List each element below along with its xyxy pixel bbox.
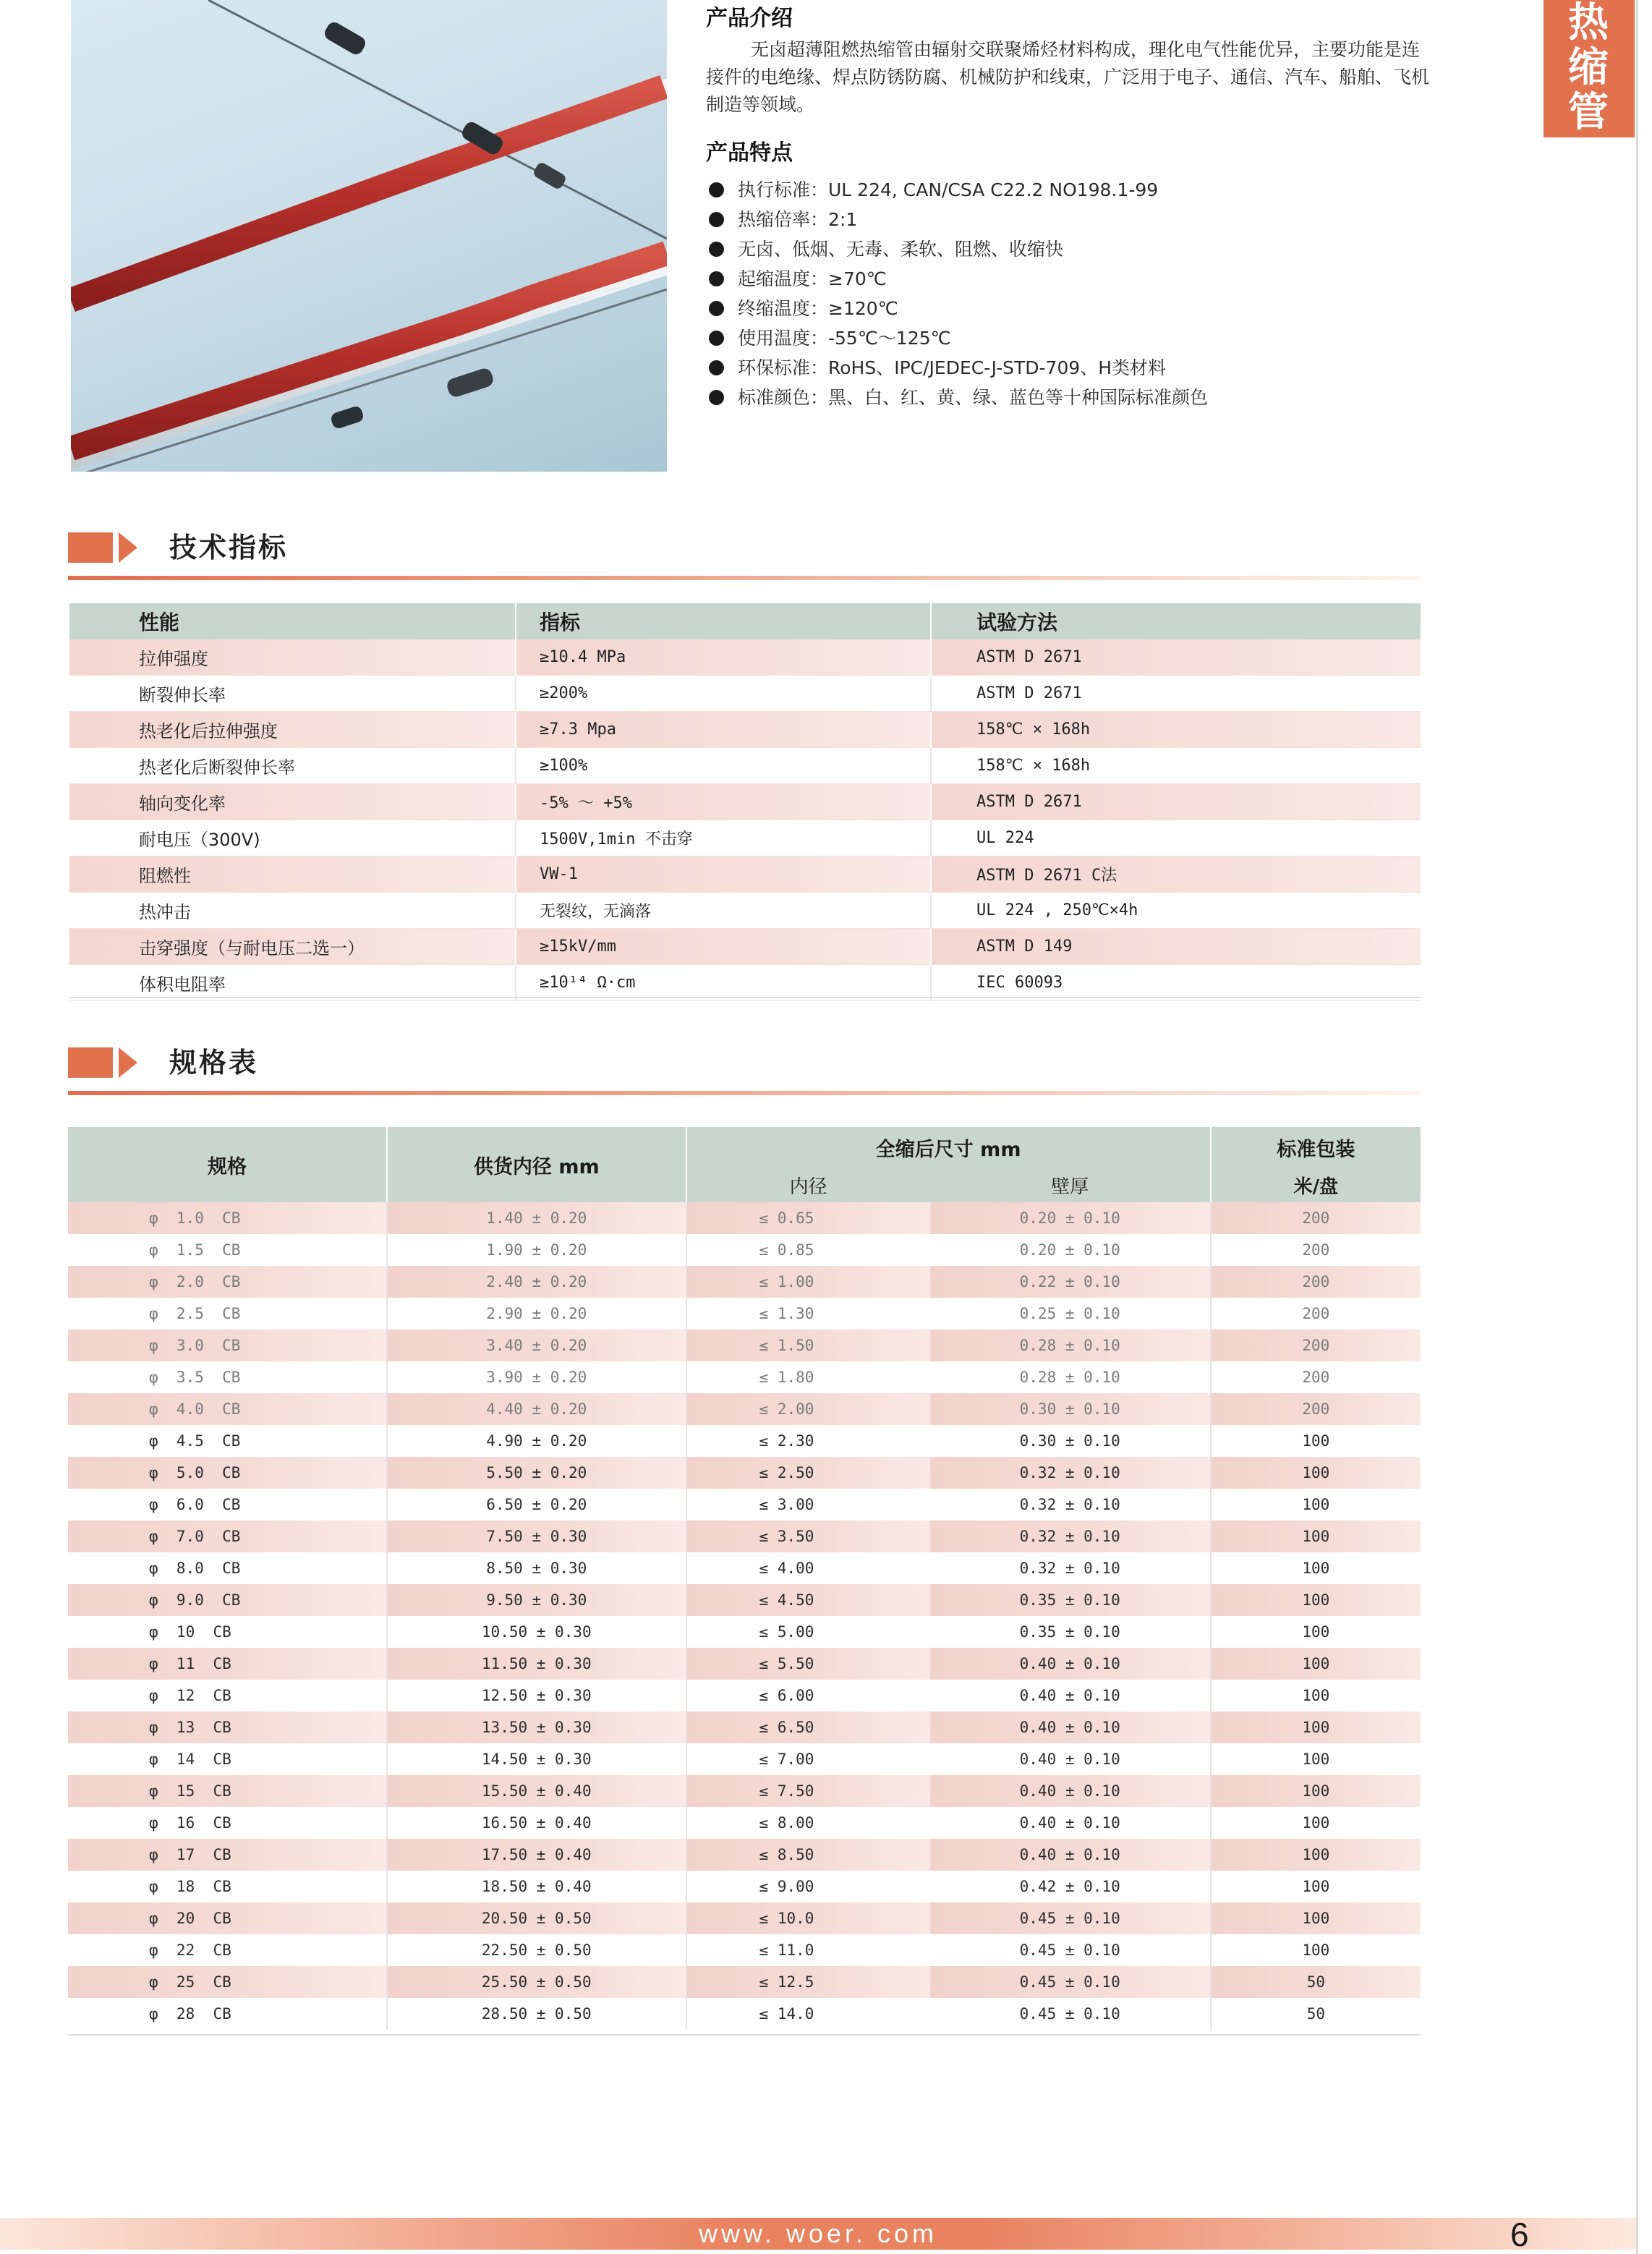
features-list [706,175,1436,412]
table-cell: ≤ 8.00 [686,1807,930,1839]
table-row [68,1807,1421,1839]
table-cell: 0.45 ± 0.10 [930,1998,1211,2030]
table-cell: ASTM D 2671 [931,784,1421,820]
size-spec-table [68,1127,1421,2030]
table-cell: φ 13 CB [68,1711,387,1743]
table-cell: φ 4.5 CB [68,1425,387,1457]
table-cell: 0.32 ± 0.10 [930,1457,1211,1489]
table-row [68,1298,1421,1330]
table-cell: ≤ 1.00 [686,1266,930,1298]
intro-text: 无卤超薄阻燃热缩管由辐射交联聚烯烃材料构成，理化电气性能优异，主要功能是连接件的电绝缘、焊点防锈防腐、机械防护和线束，广泛用于电子、通信、汽车、船舶、飞机制造等领域。 [706,39,1430,115]
table-cell: 断裂伸长率 [69,676,516,712]
table-cell: ≤ 0.65 [686,1202,930,1234]
table-cell: 拉伸强度 [69,639,516,676]
feature-item: 标准颜色：黑、白、红、黄、绿、蓝色等十种国际标准颜色 [706,383,1436,412]
table-row [69,856,1421,893]
table-row [68,1584,1421,1616]
table-cell: 1500V,1min 不击穿 [516,820,931,856]
table-row [68,1680,1421,1711]
table-cell: 100 [1211,1839,1421,1871]
category-tab-char: 管 [1568,88,1610,136]
table-cell: 0.32 ± 0.10 [930,1489,1211,1521]
table-cell: φ 20 CB [68,1902,387,1934]
bullet-icon [709,331,724,346]
table-row [68,1839,1421,1871]
table-cell: ≤ 0.85 [686,1234,930,1266]
table-cell: 100 [1211,1871,1421,1902]
table-cell: 0.40 ± 0.10 [930,1743,1211,1775]
column-header: 标准包装 [1211,1127,1421,1168]
spec-section-title: 规格表 [169,1047,259,1079]
table-cell: φ 12 CB [68,1680,387,1711]
tech-spec-table [69,603,1421,1001]
table-row [68,1711,1421,1743]
table-row [69,748,1421,784]
table-cell: 100 [1211,1584,1421,1616]
table-cell: 0.42 ± 0.10 [930,1871,1211,1902]
table-cell: ≤ 9.00 [686,1871,930,1902]
table-cell: -5% ～ +5% [516,784,931,820]
table-cell: 100 [1211,1934,1421,1966]
table-cell: 0.20 ± 0.10 [930,1234,1211,1266]
table-cell: ≤ 3.50 [686,1521,930,1552]
table-row [68,1966,1421,1998]
table-cell: 16.50 ± 0.40 [387,1807,686,1839]
table-cell: φ 3.0 CB [68,1330,387,1361]
table-cell: 0.40 ± 0.10 [930,1807,1211,1839]
column-header: 试验方法 [931,603,1421,639]
table-cell: 5.50 ± 0.20 [387,1457,686,1489]
table-cell: 阻燃性 [69,856,516,893]
table-cell: UL 224 , 250℃×4h [931,893,1421,929]
table-cell: ≤ 4.00 [686,1552,930,1584]
table-cell: 200 [1211,1361,1421,1393]
table-cell: φ 3.5 CB [68,1361,387,1393]
table-cell: 0.22 ± 0.10 [930,1266,1211,1298]
table-cell: φ 9.0 CB [68,1584,387,1616]
table-cell: ASTM D 2671 [931,676,1421,712]
table-cell: 无裂纹，无滴落 [516,893,931,929]
table-cell: 15.50 ± 0.40 [387,1775,686,1807]
table-row [69,676,1421,712]
table-cell: ASTM D 2671 [931,639,1421,676]
column-header: 内径 [686,1168,930,1202]
table-cell: ≤ 6.50 [686,1711,930,1743]
tech-section-title: 技术指标 [169,532,289,564]
table-row [68,1330,1421,1361]
page-edge [1636,0,1638,2254]
table-cell: 0.35 ± 0.10 [930,1584,1211,1616]
table-cell: ASTM D 2671 C法 [931,856,1421,893]
table-cell: 100 [1211,1425,1421,1457]
table-cell: 体积电阻率 [69,965,516,1001]
table-cell: 100 [1211,1489,1421,1521]
bullet-icon [709,360,724,375]
table-cell: 6.50 ± 0.20 [387,1489,686,1521]
table-row [68,1775,1421,1807]
table-row [68,1998,1421,2030]
table-cell: 200 [1211,1330,1421,1361]
table-cell: 100 [1211,1552,1421,1584]
table-cell: φ 22 CB [68,1934,387,1966]
table-header-row [69,603,1421,639]
table-cell: 50 [1211,1998,1421,2030]
table-cell: 0.45 ± 0.10 [930,1934,1211,1966]
table-cell: ≥100% [516,748,931,784]
table-cell: 18.50 ± 0.40 [387,1871,686,1902]
table-cell: 0.20 ± 0.10 [930,1202,1211,1234]
table-cell: φ 17 CB [68,1839,387,1871]
features-title: 产品特点 [706,140,793,166]
feature-item: 环保标准：RoHS、IPC/JEDEC-J-STD-709、H类材料 [706,353,1436,383]
table-cell: 0.25 ± 0.10 [930,1298,1211,1330]
table-cell: 0.35 ± 0.10 [930,1616,1211,1648]
table-cell: φ 10 CB [68,1616,387,1648]
table-header-row [68,1127,1421,1168]
table-cell: ≤ 6.00 [686,1680,930,1711]
table-row [69,820,1421,856]
table-cell: φ 2.0 CB [68,1266,387,1298]
bullet-icon [709,390,724,405]
column-header: 指标 [516,603,931,639]
table-cell: 1.40 ± 0.20 [387,1202,686,1234]
table-row [69,893,1421,929]
table-cell: φ 25 CB [68,1966,387,1998]
table-row [68,1393,1421,1425]
table-cell: 100 [1211,1775,1421,1807]
page-number: 6 [1510,2216,1529,2253]
table-cell: 击穿强度（与耐电压二选一） [69,929,516,965]
table-cell: 0.30 ± 0.10 [930,1393,1211,1425]
table-cell: ≤ 14.0 [686,1998,930,2030]
category-tab-char: 缩 [1568,43,1610,91]
table-cell: ≤ 3.00 [686,1489,930,1521]
table-cell: 100 [1211,1807,1421,1839]
table-cell: 200 [1211,1393,1421,1425]
table-cell: ASTM D 149 [931,929,1421,965]
heat-shrink-tubes-illustration [71,0,667,472]
table-row [68,1552,1421,1584]
table-cell: 3.40 ± 0.20 [387,1330,686,1361]
spec-table-body [68,1202,1421,2030]
product-photo [71,0,667,472]
column-header: 供货内径 mm [387,1127,686,1202]
table-cell: VW-1 [516,856,931,893]
table-row [69,784,1421,820]
table-bottom-rule [69,997,1421,998]
column-header: 规格 [68,1127,387,1202]
table-cell: ≤ 11.0 [686,1934,930,1966]
table-cell: 热冲击 [69,893,516,929]
table-cell: 0.40 ± 0.10 [930,1775,1211,1807]
column-header: 壁厚 [930,1168,1211,1202]
table-cell: 0.40 ± 0.10 [930,1648,1211,1680]
section-rule [68,1091,1421,1095]
table-cell: 9.50 ± 0.30 [387,1584,686,1616]
table-row [68,1648,1421,1680]
table-cell: φ 8.0 CB [68,1552,387,1584]
table-cell: 100 [1211,1457,1421,1489]
table-cell: ≤ 1.80 [686,1361,930,1393]
table-cell: φ 14 CB [68,1743,387,1775]
table-cell: 0.45 ± 0.10 [930,1966,1211,1998]
table-row [68,1489,1421,1521]
table-cell: 158℃ × 168h [931,712,1421,748]
table-cell: φ 1.5 CB [68,1234,387,1266]
table-cell: 12.50 ± 0.30 [387,1680,686,1711]
table-cell: ≤ 8.50 [686,1839,930,1871]
table-cell: 7.50 ± 0.30 [387,1521,686,1552]
table-cell: ≥10¹⁴ Ω·cm [516,965,931,1001]
table-row [68,1425,1421,1457]
table-cell: φ 28 CB [68,1998,387,2030]
table-cell: ≤ 1.50 [686,1330,930,1361]
feature-item: 执行标准：UL 224, CAN/CSA C22.2 NO198.1-99 [706,175,1436,205]
table-cell: 0.28 ± 0.10 [930,1330,1211,1361]
table-row [69,965,1421,1001]
section-arrow-icon [68,530,137,566]
feature-item: 无卤、低烟、无毒、柔软、阻燃、收缩快 [706,234,1436,264]
table-cell: 2.40 ± 0.20 [387,1266,686,1298]
table-cell: 25.50 ± 0.50 [387,1966,686,1998]
table-cell: 200 [1211,1202,1421,1234]
table-cell: ≤ 2.00 [686,1393,930,1425]
table-cell: 0.32 ± 0.10 [930,1521,1211,1552]
table-cell: ≤ 5.00 [686,1616,930,1648]
table-cell: 0.40 ± 0.10 [930,1839,1211,1871]
table-row [68,1457,1421,1489]
table-cell: 22.50 ± 0.50 [387,1934,686,1966]
table-cell: 0.40 ± 0.10 [930,1711,1211,1743]
category-tab-char: 热 [1568,0,1610,46]
table-cell: 50 [1211,1966,1421,1998]
table-cell: 100 [1211,1680,1421,1711]
table-cell: 13.50 ± 0.30 [387,1711,686,1743]
table-cell: 158℃ × 168h [931,748,1421,784]
table-cell: ≤ 2.50 [686,1457,930,1489]
table-cell: 4.40 ± 0.20 [387,1393,686,1425]
table-cell: ≤ 1.30 [686,1298,930,1330]
column-header: 全缩后尺寸 mm [686,1127,1211,1168]
table-cell: φ 1.0 CB [68,1202,387,1234]
table-cell: ≥200% [516,676,931,712]
column-header: 米/盘 [1211,1168,1421,1202]
table-cell: 10.50 ± 0.30 [387,1616,686,1648]
table-cell: ≤ 7.50 [686,1775,930,1807]
table-cell: ≥15kV/mm [516,929,931,965]
table-cell: 100 [1211,1648,1421,1680]
table-cell: 100 [1211,1743,1421,1775]
category-tab [1544,0,1635,137]
table-cell: ≥7.3 Mpa [516,712,931,748]
table-cell: 轴向变化率 [69,784,516,820]
table-cell: 4.90 ± 0.20 [387,1425,686,1457]
table-row [68,1743,1421,1775]
bullet-icon [709,212,724,227]
table-cell: 0.45 ± 0.10 [930,1902,1211,1934]
table-cell: 0.40 ± 0.10 [930,1680,1211,1711]
table-cell: 200 [1211,1266,1421,1298]
table-cell: 11.50 ± 0.30 [387,1648,686,1680]
table-cell: 1.90 ± 0.20 [387,1234,686,1266]
table-row [69,639,1421,676]
table-cell: ≤ 5.50 [686,1648,930,1680]
table-cell: φ 15 CB [68,1775,387,1807]
table-cell: ≤ 4.50 [686,1584,930,1616]
table-cell: ≤ 2.30 [686,1425,930,1457]
table-cell: φ 6.0 CB [68,1489,387,1521]
table-cell: 200 [1211,1234,1421,1266]
table-cell: ≥10.4 MPa [516,639,931,676]
table-row [69,712,1421,748]
table-cell: φ 7.0 CB [68,1521,387,1552]
table-cell: 2.90 ± 0.20 [387,1298,686,1330]
table-cell: 28.50 ± 0.50 [387,1998,686,2030]
column-header: 性能 [69,603,516,639]
table-cell: 热老化后断裂伸长率 [69,748,516,784]
table-row [68,1234,1421,1266]
table-bottom-rule [68,2034,1421,2036]
table-cell: 100 [1211,1711,1421,1743]
table-cell: ≤ 7.00 [686,1743,930,1775]
table-cell: IEC 60093 [931,965,1421,1001]
intro-title: 产品介绍 [706,6,793,31]
table-cell: ≤ 12.5 [686,1966,930,1998]
table-cell: 100 [1211,1902,1421,1934]
table-cell: 0.28 ± 0.10 [930,1361,1211,1393]
table-cell: φ 5.0 CB [68,1457,387,1489]
table-row [68,1361,1421,1393]
table-cell: φ 18 CB [68,1871,387,1902]
table-cell: 20.50 ± 0.50 [387,1902,686,1934]
table-cell: 3.90 ± 0.20 [387,1361,686,1393]
table-cell: 100 [1211,1521,1421,1552]
feature-item: 终缩温度：≥120℃ [706,294,1436,323]
table-row [68,1266,1421,1298]
table-cell: 0.30 ± 0.10 [930,1425,1211,1457]
bullet-icon [709,242,724,257]
table-cell: 14.50 ± 0.30 [387,1743,686,1775]
table-cell: φ 11 CB [68,1648,387,1680]
feature-item: 使用温度：-55℃～125℃ [706,323,1436,353]
website-url: www. woer. com [698,2219,938,2248]
table-row [68,1521,1421,1552]
table-row [68,1934,1421,1966]
table-cell: 200 [1211,1298,1421,1330]
table-cell: 17.50 ± 0.40 [387,1839,686,1871]
table-cell: 100 [1211,1616,1421,1648]
bullet-icon [709,271,724,286]
intro-section [706,0,1436,412]
footer-bar [0,2218,1636,2250]
table-row [68,1902,1421,1934]
table-cell: 8.50 ± 0.30 [387,1552,686,1584]
section-arrow-icon [68,1045,137,1081]
section-rule [68,576,1421,580]
bullet-icon [709,301,724,316]
table-cell: 热老化后拉伸强度 [69,712,516,748]
table-cell: φ 2.5 CB [68,1298,387,1330]
table-cell: ≤ 10.0 [686,1902,930,1934]
table-row [69,929,1421,965]
table-cell: φ 16 CB [68,1807,387,1839]
table-row [68,1871,1421,1902]
table-cell: UL 224 [931,820,1421,856]
table-cell: 0.32 ± 0.10 [930,1552,1211,1584]
feature-item: 起缩温度：≥70℃ [706,264,1436,294]
bullet-icon [709,182,724,197]
feature-item: 热缩倍率：2:1 [706,205,1436,234]
table-cell: 耐电压（300V) [69,820,516,856]
table-row [68,1202,1421,1234]
table-cell: φ 4.0 CB [68,1393,387,1425]
table-row [68,1616,1421,1648]
